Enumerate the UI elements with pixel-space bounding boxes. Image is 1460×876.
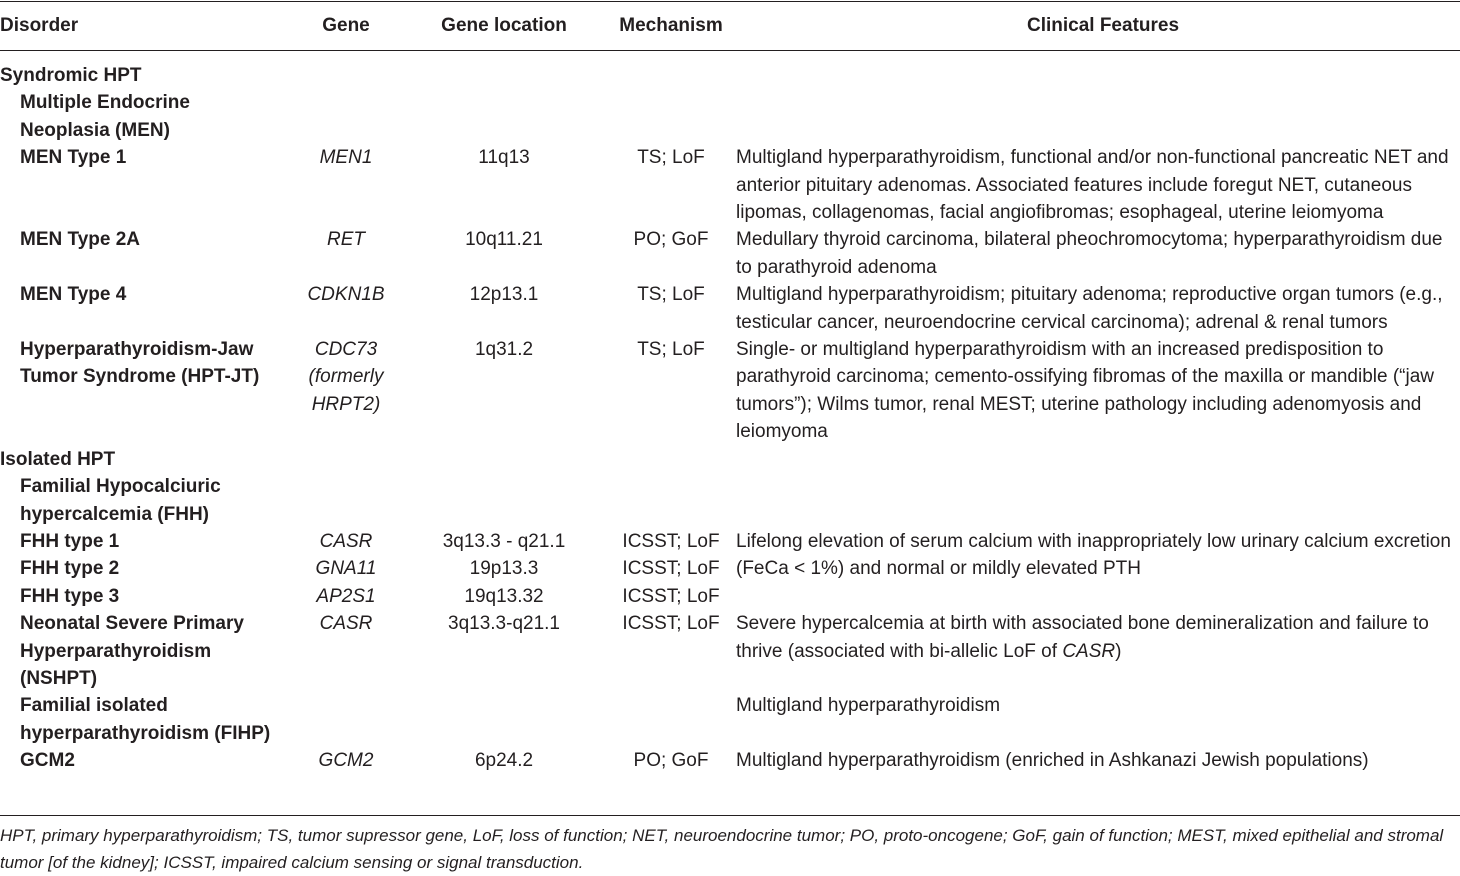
- table-body: [0, 62, 1460, 775]
- header-mechanism: Mechanism: [619, 15, 723, 36]
- row-gene: CASR: [319, 530, 373, 552]
- table-row: [0, 692, 1460, 747]
- row-mechanism: PO; GoF: [633, 229, 709, 251]
- table-footnote: HPT, primary hyperparathyroidism; TS, tumor supressor gene, LoF, loss of function; NET, neuroendocrine tumor; PO, proto-oncogene; GoF, gain of function; MEST, mixed epithelial and stromal tumor [of the kidney]; ICSST, impaired calcium sensing or signal transduction.: [0, 826, 1444, 872]
- row-disorder: FHH type 2: [20, 558, 120, 580]
- section-row: [0, 446, 1460, 473]
- header-row: [0, 12, 1460, 39]
- table-row: [0, 281, 1460, 336]
- group-row: [0, 89, 1460, 144]
- row-mechanism: TS; LoF: [637, 284, 705, 306]
- row-gene: CDC73 (formerly HRPT2): [308, 339, 384, 415]
- table-header: [0, 12, 1460, 39]
- group-row: [0, 473, 1460, 528]
- row-mechanism: ICSST; LoF: [622, 530, 720, 552]
- row-mechanism: ICSST; LoF: [622, 585, 720, 607]
- row-mechanism: PO; GoF: [633, 750, 709, 772]
- table-row: [0, 336, 1460, 446]
- row-gene: AP2S1: [316, 585, 376, 607]
- row-mechanism: ICSST; LoF: [622, 613, 720, 635]
- row-disorder: MEN Type 4: [20, 284, 127, 306]
- row-features: Multigland hyperparathyroidism: [736, 695, 1001, 717]
- header-gene-location: Gene location: [441, 15, 567, 36]
- row-features: Multigland hyperparathyroidism, functional and/or non-functional pancreatic NET and anterior pituitary adenomas. Associated features include foregut NET, cutaneous lipomas, collagenomas, facial angiofibromas; esophageal, uterine leiomyoma: [736, 147, 1449, 224]
- row-gene: GCM2: [318, 750, 374, 772]
- row-disorder: Familial isolated hyperparathyroidism (FIHP): [20, 695, 271, 744]
- table-row: [0, 528, 1460, 555]
- row-features: Lifelong elevation of serum calcium with inappropriately low urinary calcium excretion (FeCa < 1%) and normal or mildly elevated PTH: [736, 530, 1451, 580]
- row-location: 3q13.3 - q21.1: [442, 530, 566, 552]
- features-text-end: ): [1115, 640, 1122, 662]
- row-location: 12p13.1: [469, 284, 539, 306]
- row-gene: RET: [327, 229, 365, 251]
- table-row: [0, 144, 1460, 226]
- section-syndromic-hpt: Syndromic HPT: [0, 65, 142, 86]
- row-location: 19p13.3: [469, 558, 539, 580]
- features-text: Severe hypercalcemia at birth with associated bone demineralization and failure to thrive (associated with bi-allelic LoF of: [736, 613, 1429, 662]
- row-mechanism: ICSST; LoF: [622, 558, 720, 580]
- bottom-rule: [0, 815, 1460, 816]
- row-location: 6p24.2: [474, 750, 534, 772]
- row-location: 1q31.2: [474, 339, 534, 361]
- group-fhh: Familial Hypocalciuric hypercalcemia (FHH): [20, 476, 221, 525]
- features-gene: CASR: [1062, 640, 1116, 662]
- row-features: Single- or multigland hyperparathyroidism with an increased predisposition to parathyroid carcinoma; cemento-ossifying fibromas of the maxilla or mandible (“jaw tumors”); Wilms tumor, renal MEST; uterine pathology including adenomyosis and leiomyoma: [736, 339, 1435, 443]
- row-gene: GNA11: [315, 558, 377, 580]
- row-disorder: MEN Type 2A: [20, 229, 141, 251]
- table-row: [0, 610, 1460, 692]
- row-features: Multigland hyperparathyroidism; pituitary adenoma; reproductive organ tumors (e.g., testicular cancer, neuroendocrine cervical carcinoma); adrenal & renal tumors: [736, 284, 1443, 333]
- row-features: [726, 610, 1460, 692]
- header-clinical-features: Clinical Features: [1026, 15, 1180, 36]
- row-disorder: FHH type 3: [20, 585, 120, 607]
- table-row: [0, 226, 1460, 281]
- table-row: [0, 747, 1460, 774]
- row-disorder: GCM2: [20, 750, 75, 772]
- row-location: 3q13.3-q21.1: [448, 613, 560, 635]
- top-rule: [0, 1, 1460, 2]
- section-row: [0, 62, 1460, 89]
- header-rule: [0, 50, 1460, 51]
- group-men: Multiple Endocrine Neoplasia (MEN): [20, 92, 190, 141]
- section-isolated-hpt: Isolated HPT: [0, 448, 116, 470]
- row-gene: CASR: [319, 613, 373, 635]
- row-disorder: Neonatal Severe Primary Hyperparathyroidism (NSHPT): [20, 613, 244, 689]
- row-gene: MEN1: [319, 147, 373, 169]
- row-mechanism: TS; LoF: [637, 339, 705, 361]
- row-disorder: Hyperparathyroidism-Jaw Tumor Syndrome (HPT-JT): [20, 339, 260, 388]
- header-gene: Gene: [322, 15, 370, 36]
- row-features: Multigland hyperparathyroidism (enriched in Ashkanazi Jewish populations): [736, 750, 1369, 772]
- row-gene: CDKN1B: [307, 284, 385, 306]
- row-mechanism: TS; LoF: [637, 147, 705, 169]
- row-location: 19q13.32: [464, 585, 544, 607]
- header-disorder: Disorder: [0, 15, 79, 36]
- row-location: 11q13: [478, 147, 530, 169]
- row-disorder: FHH type 1: [20, 530, 120, 552]
- row-disorder: MEN Type 1: [20, 147, 127, 169]
- row-features: Medullary thyroid carcinoma, bilateral pheochromocytoma; hyperparathyroidism due to parathyroid adenoma: [736, 229, 1443, 278]
- row-location: 10q11.21: [465, 229, 543, 251]
